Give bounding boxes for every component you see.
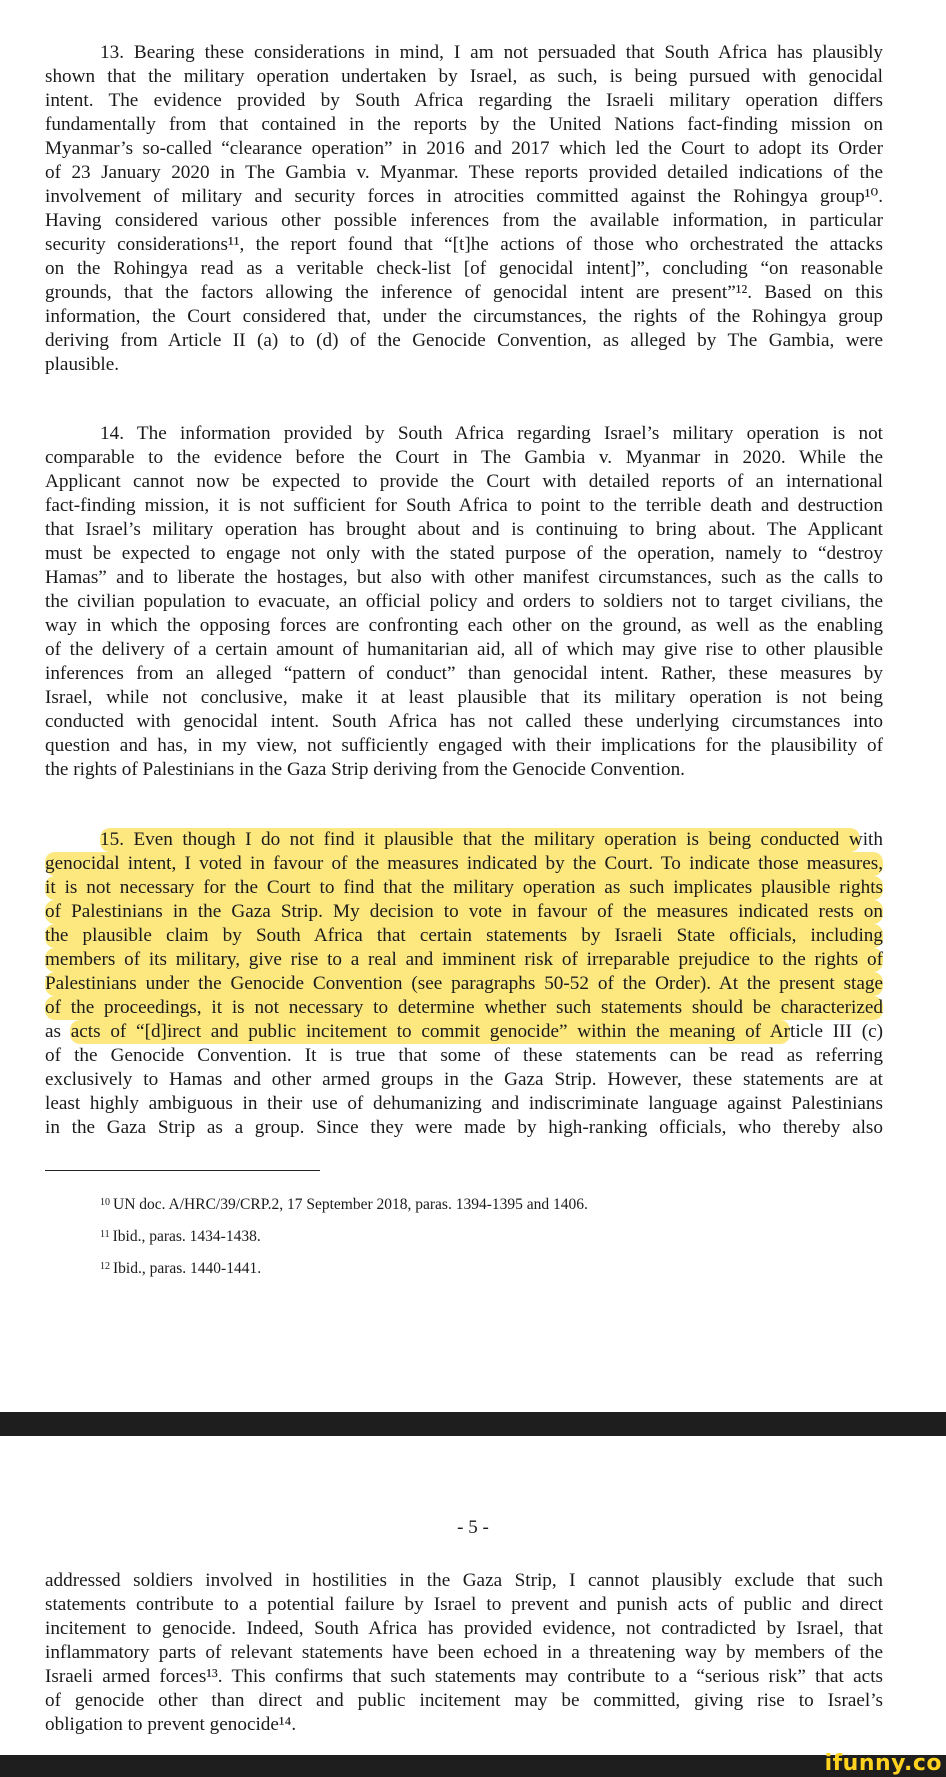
text-line: Palestinians under the Genocide Convention (see paragraphs 50-52 of the Order). At the present stage [45,973,883,994]
text-line: of the proceedings, it is not necessary to determine whether such statements should be characterized [45,997,883,1018]
text-line: must be expected to engage not only with the stated purpose of the operation, namely to “destroy [45,543,883,564]
footnote-number: 12 [100,1261,110,1272]
text-line: of 23 January 2020 in The Gambia v. Myanmar. These reports provided detailed indications of the [45,162,883,183]
footnote-number: 11 [100,1229,110,1240]
text-line: members of its military, give rise to a real and imminent risk of irreparable prejudice to the rights of [45,949,883,970]
text-line: way in which the opposing forces are confronting each other on the ground, as well as the enabling [45,615,883,636]
text-line: of genocide other than direct and public incitement may be committed, giving rise to Israel’s [45,1690,883,1711]
text-line: of the delivery of a certain amount of humanitarian aid, all of which may give rise to other plausible [45,639,883,660]
text-line: fact-finding mission, it is not sufficient for South Africa to point to the terrible death and destruction [45,495,883,516]
text-line: genocidal intent, I voted in favour of the measures indicated by the Court. To indicate those measures, [45,853,883,874]
text-line: deriving from Article II (a) to (d) of the Genocide Convention, as alleged by The Gambia, were [45,330,883,351]
text-line: that Israel’s military operation has brought about and is continuing to bring about. The Applicant [45,519,883,540]
text-line: plausible. [45,354,120,375]
text-line: exclusively to Hamas and other armed groups in the Gaza Strip. However, these statements are at [45,1069,883,1090]
text-line: grounds, that the factors allowing the inference of genocidal intent are present”¹². Based on this [45,282,883,303]
text-line: the rights of Palestinians in the Gaza Strip deriving from the Genocide Convention. [45,759,685,780]
footnote-text: Ibid., paras. 1434-1438. [112,1228,261,1245]
text-line: it is not necessary for the Court to find that the military operation as such implicates plausible rights [45,877,883,898]
text-line: least highly ambiguous in their use of dehumanizing and indiscriminate language against Palestinians [45,1093,883,1114]
text-line: of the Genocide Convention. It is true that some of these statements can be read as referring [45,1045,883,1066]
text-line: Israel, while not conclusive, make it at least plausible that its military operation is not being [45,687,883,708]
footnote-text: UN doc. A/HRC/39/CRP.2, 17 September 2018, paras. 1394-1395 and 1406. [113,1196,588,1213]
footnote [100,1195,588,1215]
text-line: question and has, in my view, not sufficiently engaged with their implications for the plausibility of [45,735,883,756]
text-line: Having considered various other possible inferences from the available information, in particular [45,210,883,231]
text-line: inferences from an alleged “pattern of conduct” than genocidal intent. Rather, these measures by [45,663,883,684]
ifunny-watermark: ifunny.co [824,1751,942,1776]
text-line: on the Rohingya read as a veritable check-list [of genocidal intent]”, concluding “on reasonable [45,258,883,279]
text-line: conducted with genocidal intent. South Africa has not called these underlying circumstances into [45,711,883,732]
text-line: in the Gaza Strip as a group. Since they were made by high-ranking officials, who thereby also [45,1117,883,1138]
page-break-bar [0,1412,946,1436]
text-line: security considerations¹¹, the report found that “[t]he actions of those who orchestrated the attacks [45,234,883,255]
text-line: obligation to prevent genocide¹⁴. [45,1714,297,1735]
text-line: Hamas” and to liberate the hostages, but also with other manifest circumstances, such as the calls to [45,567,883,588]
text-line: the plausible claim by South Africa that certain statements by Israeli State officials, including [45,925,883,946]
footnote-separator [45,1170,320,1171]
bottom-bar [0,1755,946,1777]
text-line: of Palestinians in the Gaza Strip. My decision to vote in favour of the measures indicated rests on [45,901,883,922]
text-line: 15. Even though I do not find it plausible that the military operation is being conducted with [100,829,883,850]
text-line: Myanmar’s so-called “clearance operation” in 2016 and 2017 which led the Court to adopt its Order [45,138,883,159]
footnote [100,1227,261,1247]
footnote-number: 10 [100,1197,110,1208]
text-line: 13. Bearing these considerations in mind, I am not persuaded that South Africa has plausibly [100,42,883,63]
text-line: 14. The information provided by South Africa regarding Israel’s military operation is not [100,423,883,444]
text-line: involvement of military and security forces in atrocities committed against the Rohingya group¹⁰. [45,186,883,207]
text-line: intent. The evidence provided by South Africa regarding the Israeli military operation differs [45,90,883,111]
text-line: fundamentally from that contained in the reports by the United Nations fact-finding mission on [45,114,883,135]
page-number: - 5 - [457,1517,489,1538]
footnote [100,1259,261,1279]
text-line: incitement to genocide. Indeed, South Africa has provided evidence, not contradicted by Israel, that [45,1618,883,1639]
text-line: addressed soldiers involved in hostilities in the Gaza Strip, I cannot plausibly exclude that such [45,1570,883,1591]
text-line: Israeli armed forces¹³. This confirms that such statements may contribute to a “serious risk” that acts [45,1666,883,1687]
text-line: statements contribute to a potential failure by Israel to prevent and punish acts of public and direct [45,1594,883,1615]
text-line: shown that the military operation undertaken by Israel, as such, is being pursued with genocidal [45,66,883,87]
text-line: as acts of “[d]irect and public incitement to commit genocide” within the meaning of Article III (c) [45,1021,883,1042]
text-line: Applicant cannot now be expected to provide the Court with detailed reports of an international [45,471,883,492]
text-line: comparable to the evidence before the Court in The Gambia v. Myanmar in 2020. While the [45,447,883,468]
text-line: the civilian population to evacuate, an official policy and orders to soldiers not to target civilians, the [45,591,883,612]
text-line: inflammatory parts of relevant statements have been echoed in a threatening way by members of the [45,1642,883,1663]
footnote-text: Ibid., paras. 1440-1441. [113,1260,262,1277]
text-line: information, the Court considered that, under the circumstances, the rights of the Rohingya group [45,306,883,327]
